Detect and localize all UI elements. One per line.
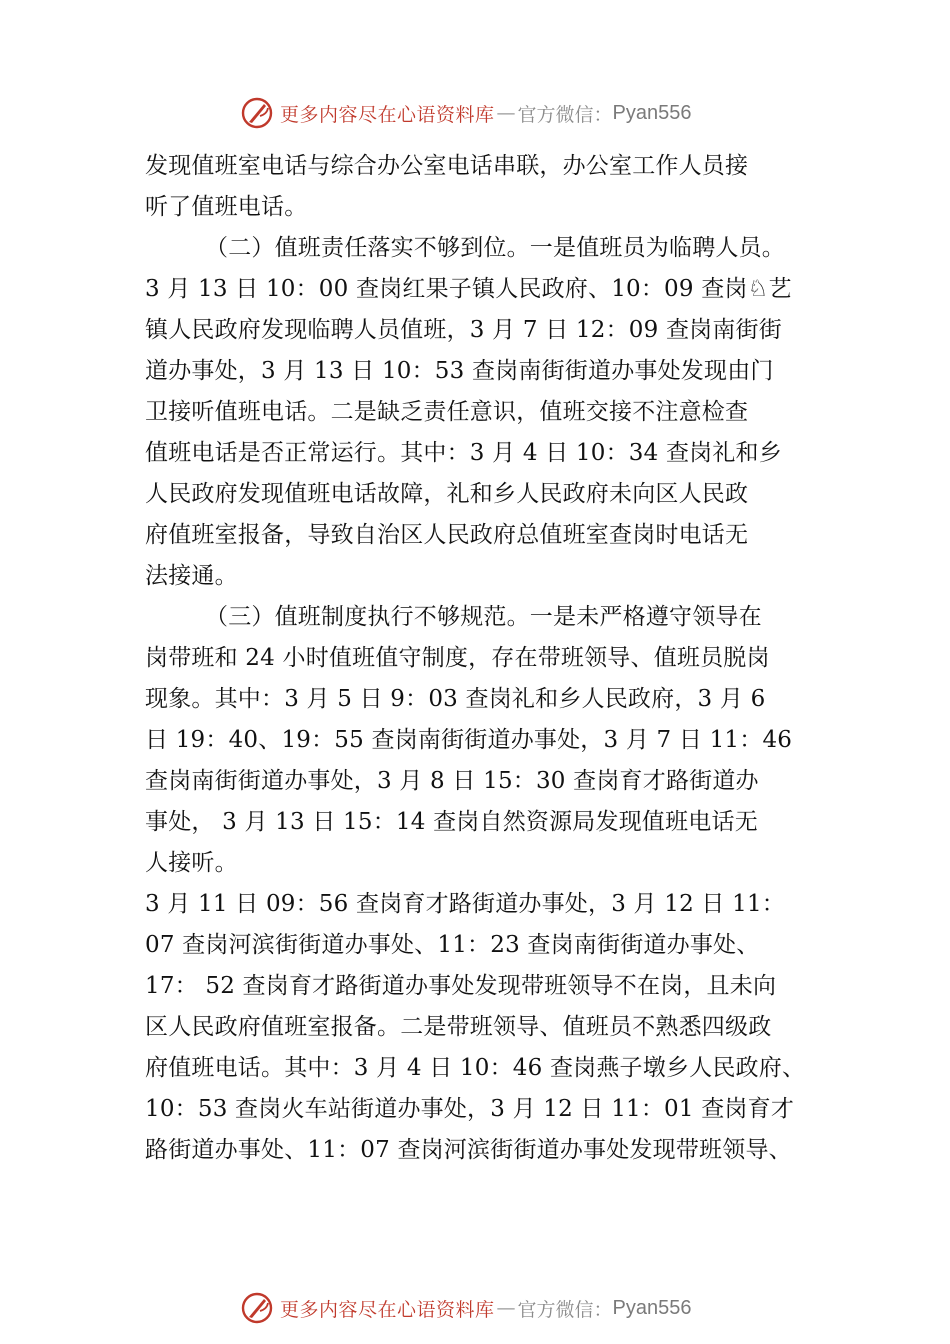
header-contact-id: Pyan556 [612,101,692,124]
text-line: 道办事处，3 月 13 日 10：53 查岗南街街道办事处发现由门 [145,358,774,384]
text-line: 3 月 11 日 09：56 查岗育才路街道办事处，3 月 12 日 11： [145,891,785,917]
footer-contact-label: 官方微信： [517,1298,613,1321]
text-line: 镇人民政府发现临聘人员值班，3 月 7 日 12：09 查岗南街街 [145,317,782,343]
footer-banner [240,1288,760,1328]
text-line: 人接听。 [145,850,238,876]
text-line: 现象。其中：3 月 5 日 9：03 查岗礼和乡人民政府，3 月 6 [145,686,766,712]
text-line: 事处， 3 月 13 日 15：14 查岗自然资源局发现值班电话无 [145,809,758,835]
text-line: 值班电话是否正常运行。其中：3 月 4 日 10：34 查岗礼和乡 [145,440,782,466]
text-line: 发现值班室电话与综合办公室电话串联，办公室工作人员接 [145,153,749,179]
text-line: 10：53 查岗火车站街道办事处，3 月 12 日 11：01 查岗育才 [145,1096,795,1122]
text-line: 卫接听值班电话。二是缺乏责任意识，值班交接不注意检查 [145,399,749,425]
text-line: 法接通。 [145,563,238,589]
text-line: 人民政府发现值班电话故障，礼和乡人民政府未向区人民政 [145,481,749,507]
text-line: 听了值班电话。 [145,194,308,220]
text-line: （三）值班制度执行不够规范。一是未严格遵守领导在 [205,604,762,630]
header-contact-label: 官方微信： [517,103,613,126]
header-banner [240,93,760,133]
quill-logo-icon [240,96,274,130]
text-line: （二）值班责任落实不够到位。一是值班员为临聘人员。 [205,235,785,261]
text-line: 3 月 13 日 10：00 查岗红果子镇人民政府、10：09 查岗♘艺 [145,276,792,302]
text-line: 府值班室报备，导致自治区人民政府总值班室查岗时电话无 [145,522,749,548]
text-line: 17： 52 查岗育才路街道办事处发现带班领导不在岗，且未向 [145,973,777,999]
text-line: 07 查岗河滨街街道办事处、11：23 查岗南街街道办事处、 [145,932,760,958]
text-line: 岗带班和 24 小时值班值守制度，存在带班领导、值班员脱岗 [145,645,770,671]
text-line: 日 19：40、19：55 查岗南街街道办事处，3 月 7 日 11：46 [145,727,793,753]
document-body [145,146,835,1171]
quill-logo-icon [240,1291,274,1325]
header-separator: — [496,102,516,124]
text-line: 路街道办事处、11：07 查岗河滨街街道办事处发现带班领导、 [145,1137,792,1163]
footer-banner-text: 更多内容尽在心语资料库 [280,1298,495,1321]
footer-contact-id: Pyan556 [612,1296,692,1319]
footer-separator: — [496,1297,516,1319]
text-line: 府值班电话。其中：3 月 4 日 10：46 查岗燕子墩乡人民政府、 [145,1055,806,1081]
text-line: 查岗南街街道办事处，3 月 8 日 15：30 查岗育才路街道办 [145,768,759,794]
header-banner-text: 更多内容尽在心语资料库 [280,103,495,126]
text-line: 区人民政府值班室报备。二是带班领导、值班员不熟悉四级政 [145,1014,772,1040]
